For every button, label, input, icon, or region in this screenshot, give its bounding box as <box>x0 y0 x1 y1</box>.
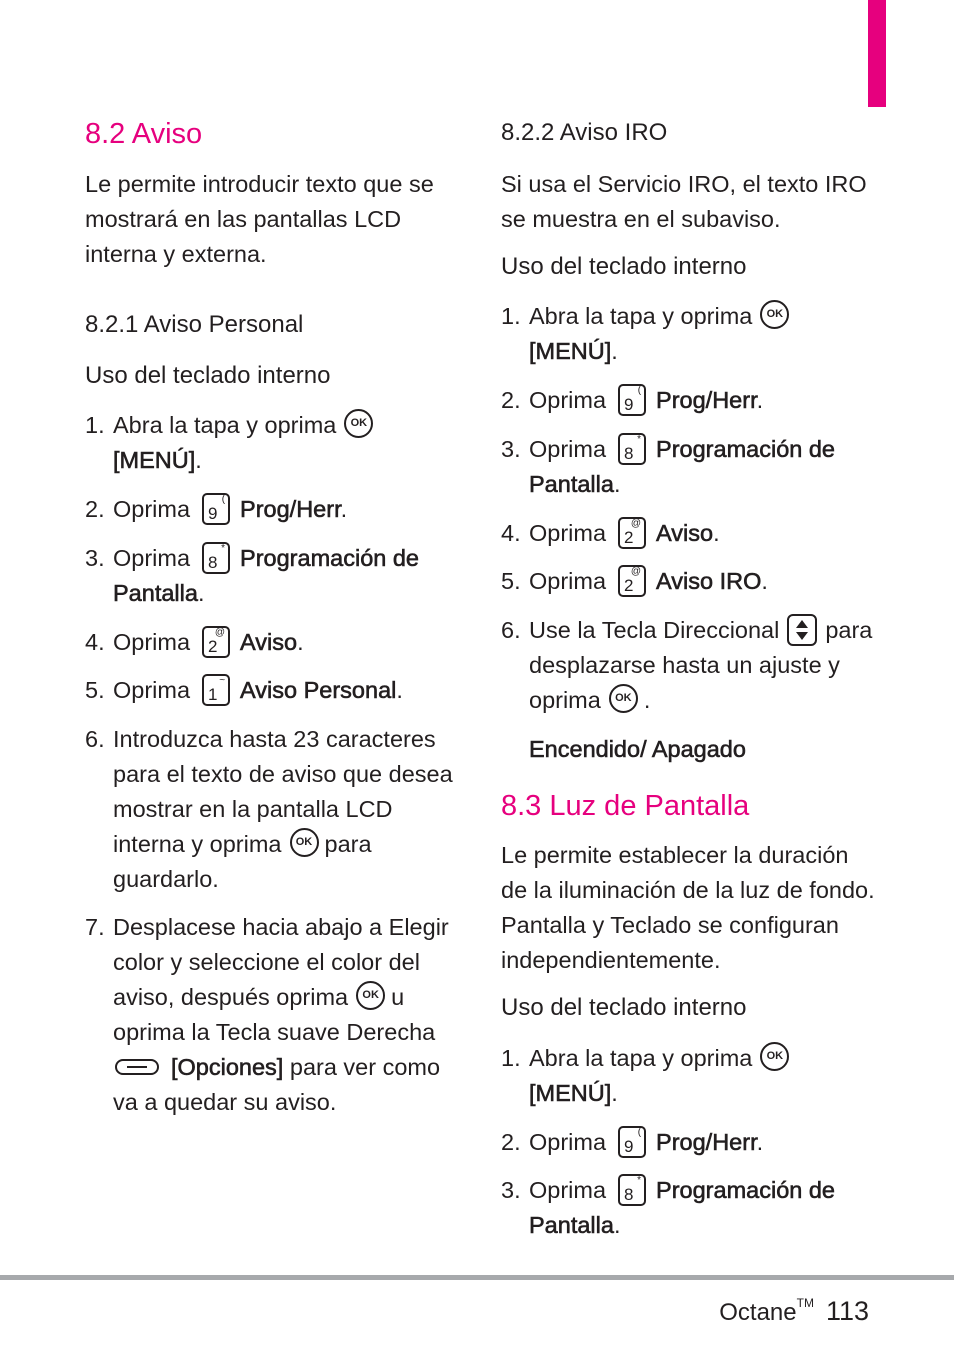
key-9-icon: 9 ( <box>202 493 230 525</box>
step-2: 2. Oprima 9 ( Prog/Herr. <box>85 493 348 523</box>
step-4: 4. Oprima 2 @ Aviso. <box>501 517 720 547</box>
ok-key-icon: OK <box>760 1042 789 1071</box>
key-2-icon: 2 @ <box>618 517 646 549</box>
aviso-iro-intro: Si usa el Servicio IRO, el texto IRO se muestra en el subaviso. <box>501 171 867 232</box>
step-3: 3. Oprima 8 * Programación de Pantalla. <box>501 1174 836 1238</box>
section-title-luz-de-pantalla: 8.3 Luz de Pantalla <box>501 790 750 822</box>
luz-intro: Le permite establecer la duración de la iluminación de la luz de fondo. Pantalla y Teclado se configuran independientemente. <box>501 842 875 973</box>
trademark: TM <box>796 1296 814 1310</box>
key-8-icon: 8 * <box>202 542 230 574</box>
key-9-icon: 9 ( <box>618 384 646 416</box>
step-5: 5. Oprima 2 @ Aviso IRO. <box>501 565 768 595</box>
step-3: 3. Oprima 8 * Programación de Pantalla. <box>501 433 836 497</box>
aviso-intro: Le permite introducir texto que se mostrará en las pantallas LCD interna y externa. <box>85 171 434 267</box>
ok-key-icon: OK <box>609 684 638 713</box>
step-3: 3. Oprima 8 * Programación de Pantalla. <box>85 542 420 606</box>
navigation-key-icon <box>787 614 817 646</box>
key-1-icon: 1 ~ <box>202 674 230 706</box>
section-title-aviso: 8.2 Aviso <box>85 118 203 150</box>
step-7: 7. Desplacese hacia abajo a Elegir color y seleccione el color del aviso, después oprima OK u oprima la Tecla suave Derecha [Opciones] para ver como va a quedar su aviso. <box>85 914 449 1115</box>
step-1: 1. Abra la tapa y oprima OK [MENÚ]. <box>501 299 795 369</box>
key-8-icon: 8 * <box>618 433 646 465</box>
subsection-title-aviso-iro: 8.2.2 Aviso IRO <box>501 119 668 146</box>
step-2: 2. Oprima 9 ( Prog/Herr. <box>501 384 764 414</box>
key-9-icon: 9 ( <box>618 1126 646 1158</box>
keypad-heading: Uso del teclado interno <box>85 362 331 389</box>
step-6: 6. Introduzca hasta 23 caracteres para el texto de aviso que desea mostrar en la pantalla LCD interna y oprima OK para guardarlo. <box>85 726 453 892</box>
page-number: 113 <box>825 1296 869 1326</box>
keypad-heading: Uso del teclado interno <box>501 994 747 1021</box>
key-8-icon: 8 * <box>618 1174 646 1206</box>
ok-key-icon: OK <box>356 981 385 1010</box>
footer-divider <box>0 1275 954 1280</box>
section-tab-marker <box>868 0 886 107</box>
ok-key-icon: OK <box>290 828 319 857</box>
page-footer <box>719 1292 869 1328</box>
step-1: 1. Abra la tapa y oprima OK [MENÚ]. <box>501 1041 795 1111</box>
step-4: 4. Oprima 2 @ Aviso. <box>85 626 304 656</box>
step-2: 2. Oprima 9 ( Prog/Herr. <box>501 1126 764 1156</box>
step-5: 5. Oprima 1 ~ Aviso Personal. <box>85 674 403 704</box>
step-1: 1. Abra la tapa y oprima OK [MENÚ]. <box>85 408 379 478</box>
keypad-heading: Uso del teclado interno <box>501 253 747 280</box>
key-2-icon: 2 @ <box>202 626 230 658</box>
key-2-icon: 2 @ <box>618 565 646 597</box>
step-6: 6. Use la Tecla Direccional para desplazarse hasta un ajuste y oprima OK . <box>501 613 872 718</box>
options-encendido-apagado: Encendido/ Apagado <box>529 736 746 762</box>
subsection-title-aviso-personal: 8.2.1 Aviso Personal <box>85 311 304 338</box>
right-soft-key-icon <box>115 1059 159 1075</box>
ok-key-icon: OK <box>344 409 373 438</box>
ok-key-icon: OK <box>760 300 789 329</box>
footer-brand: Octane <box>719 1299 797 1326</box>
